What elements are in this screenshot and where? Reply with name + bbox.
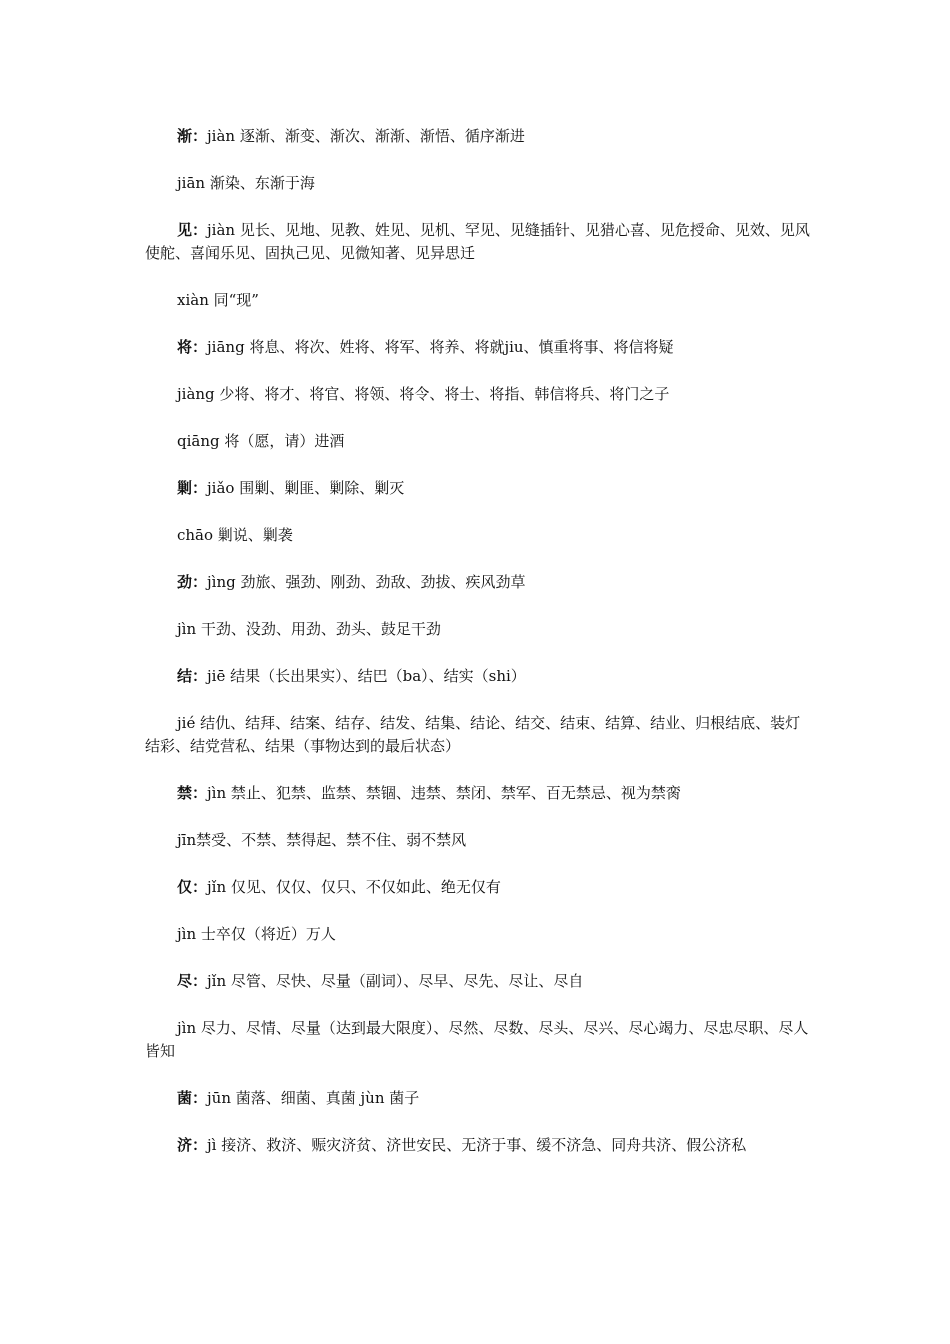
- paragraph-text: jìn 禁止、犯禁、监禁、禁锢、违禁、禁闭、禁军、百无禁忌、视为禁脔: [207, 784, 681, 802]
- paragraph-jiang4: [145, 383, 810, 406]
- paragraph-jie1: [145, 665, 810, 688]
- paragraph-jun: [145, 1087, 810, 1110]
- head-char: 见：: [177, 221, 208, 239]
- paragraph-text: qiāng 将（愿，请）进酒: [177, 432, 345, 450]
- head-char: 仅：: [177, 878, 208, 896]
- paragraph-text: jiǎo 围剿、剿匪、剿除、剿灭: [207, 479, 405, 497]
- paragraph-text: jiāng 将息、将次、姓将、将军、将养、将就jiu、慎重将事、将信将疑: [207, 338, 674, 356]
- paragraph-text: jìng 劲旅、强劲、刚劲、劲敌、劲拔、疾风劲草: [207, 573, 526, 591]
- paragraph-jin-only: [145, 876, 810, 899]
- paragraph-chao: [145, 524, 810, 547]
- paragraph-text: chāo 剿说、剿袭: [177, 526, 293, 544]
- paragraph-jie2: [145, 712, 810, 758]
- head-char: 将：: [177, 338, 208, 356]
- paragraph-text: jīn禁受、不禁、禁得起、禁不住、弱不禁风: [177, 831, 467, 849]
- paragraph-jian4: [145, 125, 810, 148]
- head-char: 渐：: [177, 127, 208, 145]
- paragraph-text: jìn 尽力、尽情、尽量（达到最大限度）、尽然、尽数、尽头、尽兴、尽心竭力、尽忠尽职、尽人皆知: [145, 1019, 809, 1060]
- document-page: [145, 125, 810, 1157]
- paragraph-text: jiān 渐染、东渐于海: [177, 174, 315, 192]
- paragraph-jin-exhaust3: [145, 970, 810, 993]
- paragraph-text: jiàn 逐渐、渐变、渐次、渐渐、渐悟、循序渐进: [207, 127, 525, 145]
- paragraph-ji: [145, 1134, 810, 1157]
- paragraph-xian: [145, 289, 810, 312]
- paragraph-text: jūn 菌落、细菌、真菌 jùn 菌子: [207, 1089, 420, 1107]
- head-char: 剿：: [177, 479, 208, 497]
- paragraph-jian1: [145, 172, 810, 195]
- paragraph-qiang: [145, 430, 810, 453]
- paragraph-jin-exhaust4: [145, 1017, 810, 1063]
- head-char: 禁：: [177, 784, 208, 802]
- paragraph-text: jìn 士卒仅（将近）万人: [177, 925, 336, 943]
- paragraph-text: jǐn 仅见、仅仅、仅只、不仅如此、绝无仅有: [207, 878, 501, 896]
- paragraph-jin-strength: [145, 618, 810, 641]
- paragraph-text: jǐn 尽管、尽快、尽量（副词）、尽早、尽先、尽让、尽自: [207, 972, 584, 990]
- paragraph-text: jiē 结果（长出果实）、结巴（ba）、结实（shi）: [207, 667, 526, 685]
- paragraph-jin-forbid: [145, 782, 810, 805]
- paragraph-jian-see: [145, 219, 810, 265]
- head-char: 劲：: [177, 573, 208, 591]
- paragraph-jiao: [145, 477, 810, 500]
- paragraph-text: jié 结仇、结拜、结案、结存、结发、结集、结论、结交、结束、结算、结业、归根结底、装灯结彩、结党营私、结果（事物达到的最后状态）: [145, 714, 801, 755]
- paragraph-text: jìn 干劲、没劲、用劲、劲头、鼓足干劲: [177, 620, 441, 638]
- paragraph-text: jiàng 少将、将才、将官、将领、将令、将士、将指、韩信将兵、将门之子: [177, 385, 670, 403]
- head-char: 结：: [177, 667, 208, 685]
- head-char: 尽：: [177, 972, 208, 990]
- paragraph-jing: [145, 571, 810, 594]
- paragraph-text: jiàn 见长、见地、见教、姓见、见机、罕见、见缝插针、见猎心喜、见危授命、见效、见风使舵、喜闻乐见、固执己见、见微知著、见异思迁: [145, 221, 810, 262]
- paragraph-text: xiàn 同“现”: [177, 291, 259, 309]
- paragraph-jin-nearly: [145, 923, 810, 946]
- head-char: 菌：: [177, 1089, 208, 1107]
- paragraph-jin1: [145, 829, 810, 852]
- paragraph-jiang1: [145, 336, 810, 359]
- paragraph-text: jì 接济、救济、赈灾济贫、济世安民、无济于事、缓不济急、同舟共济、假公济私: [207, 1136, 747, 1154]
- head-char: 济：: [177, 1136, 208, 1154]
